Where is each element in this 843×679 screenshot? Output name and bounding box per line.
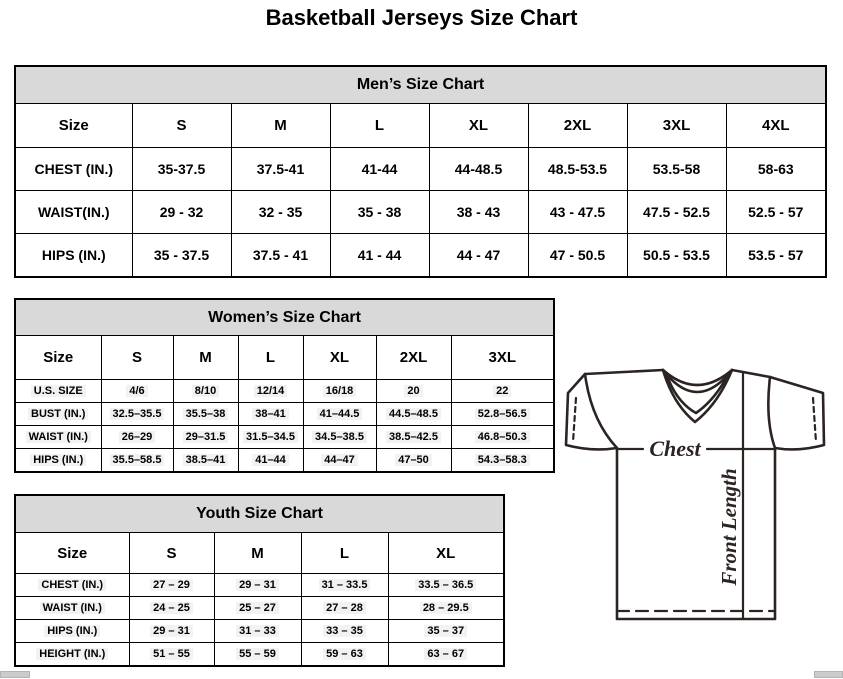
cell: 47.5 - 52.5 (627, 191, 726, 234)
womens-size-chart-table (14, 298, 555, 473)
cell: 41 - 44 (330, 234, 429, 278)
cell: 32 - 35 (231, 191, 330, 234)
womens-header-s: S (101, 336, 173, 380)
womens-header-xl: XL (303, 336, 376, 380)
cell: 44–47 (303, 449, 376, 473)
cell: 35 - 38 (330, 191, 429, 234)
cell: 44.5–48.5 (376, 403, 451, 426)
mens-size-chart-table (14, 65, 827, 278)
cell: 43 - 47.5 (528, 191, 627, 234)
cell: 35-37.5 (132, 148, 231, 191)
cell: 12/14 (238, 380, 303, 403)
row-label: U.S. SIZE (15, 380, 101, 403)
cell: 34.5–38.5 (303, 426, 376, 449)
cell: 47–50 (376, 449, 451, 473)
jersey-outline-icon (566, 370, 824, 619)
womens-hips-row (15, 449, 554, 473)
mens-header-l: L (330, 104, 429, 148)
womens-header-m: M (173, 336, 238, 380)
cell: 22 (451, 380, 554, 403)
cell: 35.5–38 (173, 403, 238, 426)
youth-waist-row (15, 597, 504, 620)
cell: 38 - 43 (429, 191, 528, 234)
cell: 25 – 27 (214, 597, 301, 620)
cell: 50.5 - 53.5 (627, 234, 726, 278)
front-length-label: Front Length (717, 468, 741, 586)
cell: 63 – 67 (388, 643, 504, 667)
mens-header-size: Size (15, 104, 132, 148)
cell: 44 - 47 (429, 234, 528, 278)
cell: 46.8–50.3 (451, 426, 554, 449)
cell: 35 – 37 (388, 620, 504, 643)
cell: 51 – 55 (129, 643, 214, 667)
womens-header-size: Size (15, 336, 101, 380)
h-scrollbar-right-fragment[interactable] (814, 671, 843, 678)
womens-header-2xl: 2XL (376, 336, 451, 380)
cell: 27 – 28 (301, 597, 388, 620)
cell: 52.5 - 57 (726, 191, 826, 234)
mens-header-s: S (132, 104, 231, 148)
womens-waist-row (15, 426, 554, 449)
mens-header-xl: XL (429, 104, 528, 148)
youth-header-xl: XL (388, 533, 504, 574)
cell: 24 – 25 (129, 597, 214, 620)
h-scrollbar-left-fragment[interactable] (0, 671, 30, 678)
youth-chart-title: Youth Size Chart (15, 495, 504, 533)
row-label: CHEST (IN.) (15, 148, 132, 191)
mens-header-4xl: 4XL (726, 104, 826, 148)
cell: 38–41 (238, 403, 303, 426)
cell: 54.3–58.3 (451, 449, 554, 473)
cell: 29–31.5 (173, 426, 238, 449)
mens-chart-title: Men’s Size Chart (15, 66, 826, 104)
womens-header-l: L (238, 336, 303, 380)
mens-waist-row (15, 191, 826, 234)
cell: 27 – 29 (129, 574, 214, 597)
cell: 38.5–41 (173, 449, 238, 473)
cell: 37.5 - 41 (231, 234, 330, 278)
youth-header-s: S (129, 533, 214, 574)
chest-label: Chest (649, 436, 701, 461)
cell: 48.5-53.5 (528, 148, 627, 191)
cell: 31.5–34.5 (238, 426, 303, 449)
mens-header-m: M (231, 104, 330, 148)
cell: 37.5-41 (231, 148, 330, 191)
row-label: HIPS (IN.) (15, 234, 132, 278)
page-title: Basketball Jerseys Size Chart (265, 5, 578, 30)
youth-header-l: L (301, 533, 388, 574)
cell: 52.8–56.5 (451, 403, 554, 426)
youth-height-row (15, 643, 504, 667)
cell: 35 - 37.5 (132, 234, 231, 278)
cell: 41-44 (330, 148, 429, 191)
youth-size-chart-table (14, 494, 505, 667)
cell: 33.5 – 36.5 (388, 574, 504, 597)
row-label: HEIGHT (IN.) (15, 643, 129, 667)
jersey-measurement-diagram (558, 362, 842, 634)
cell: 53.5 - 57 (726, 234, 826, 278)
cell: 8/10 (173, 380, 238, 403)
row-label: CHEST (IN.) (15, 574, 129, 597)
row-label: WAIST (IN.) (15, 426, 101, 449)
cell: 32.5–35.5 (101, 403, 173, 426)
womens-chart-title: Women’s Size Chart (15, 299, 554, 336)
cell: 29 – 31 (214, 574, 301, 597)
mens-header-2xl: 2XL (528, 104, 627, 148)
youth-header-size: Size (15, 533, 129, 574)
cell: 26–29 (101, 426, 173, 449)
cell: 41–44.5 (303, 403, 376, 426)
cell: 44-48.5 (429, 148, 528, 191)
cell: 47 - 50.5 (528, 234, 627, 278)
cell: 31 – 33.5 (301, 574, 388, 597)
womens-header-3xl: 3XL (451, 336, 554, 380)
row-label: HIPS (IN.) (15, 449, 101, 473)
cell: 33 – 35 (301, 620, 388, 643)
cell: 31 – 33 (214, 620, 301, 643)
cell: 29 - 32 (132, 191, 231, 234)
cell: 58-63 (726, 148, 826, 191)
cell: 38.5–42.5 (376, 426, 451, 449)
mens-hips-row (15, 234, 826, 278)
cell: 59 – 63 (301, 643, 388, 667)
mens-header-3xl: 3XL (627, 104, 726, 148)
row-label: HIPS (IN.) (15, 620, 129, 643)
cell: 28 – 29.5 (388, 597, 504, 620)
cell: 35.5–58.5 (101, 449, 173, 473)
cell: 29 – 31 (129, 620, 214, 643)
cell: 53.5-58 (627, 148, 726, 191)
row-label: WAIST (IN.) (15, 597, 129, 620)
cell: 41–44 (238, 449, 303, 473)
youth-header-m: M (214, 533, 301, 574)
youth-hips-row (15, 620, 504, 643)
mens-chest-row (15, 148, 826, 191)
cell: 20 (376, 380, 451, 403)
row-label: WAIST(IN.) (15, 191, 132, 234)
row-label: BUST (IN.) (15, 403, 101, 426)
cell: 4/6 (101, 380, 173, 403)
cell: 55 – 59 (214, 643, 301, 667)
youth-chest-row (15, 574, 504, 597)
womens-bust-row (15, 403, 554, 426)
cell: 16/18 (303, 380, 376, 403)
womens-ussize-row (15, 380, 554, 403)
